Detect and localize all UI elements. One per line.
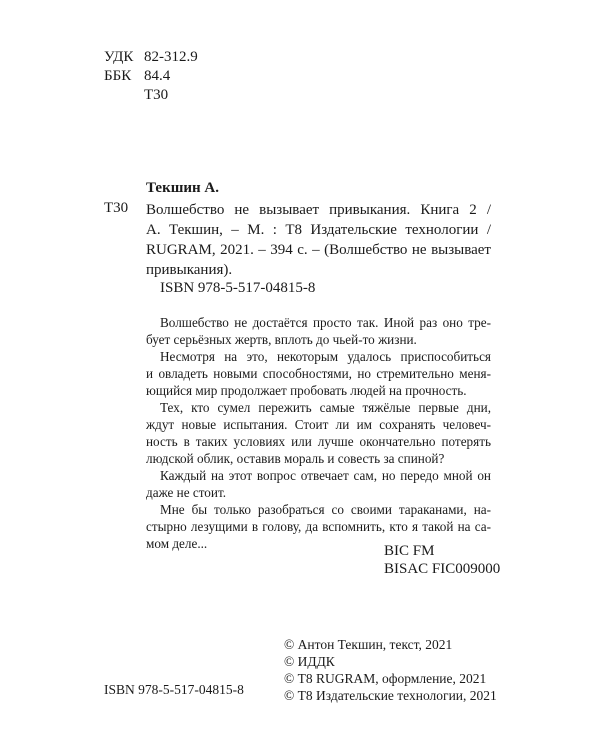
- subject-codes: [384, 542, 500, 578]
- udk-row: [104, 48, 198, 67]
- annotation-line: Несмотря на это, некоторым удалось приспособиться: [160, 349, 491, 364]
- annotation-line: мом деле...: [146, 536, 208, 551]
- annotation-line: стырно лезущими в голову, да вспомнить, кто я такой на са-: [146, 519, 491, 534]
- bbk-row: [104, 67, 198, 86]
- annotation: [146, 314, 491, 552]
- copyright-line: © ИДДК: [284, 654, 335, 669]
- annotation-line: Каждый на этот вопрос отвечает сам, но передо мной он: [160, 468, 491, 483]
- author-sign-row: [104, 86, 198, 105]
- copyright-notices: [284, 636, 497, 704]
- author-sign: Т30: [104, 200, 129, 216]
- copyright-line: © Антон Текшин, текст, 2021: [284, 637, 453, 652]
- annotation-line: ждут новые испытания. Стоит ли им сохранять человеч-: [146, 417, 491, 432]
- copyright-line: © Т8 RUGRAM, оформление, 2021: [284, 671, 487, 686]
- annotation-line: Мне бы только разобраться со своими тараканами, на-: [160, 502, 491, 517]
- bbk-label: ББК: [104, 68, 132, 84]
- annotation-line: бует серьёзных жертв, вплоть до чьей-то жизни.: [146, 332, 417, 347]
- description-line: RUGRAM, 2021. – 394 с. – (Волшебство не вызывает: [146, 242, 491, 258]
- udk-label: УДК: [104, 49, 134, 65]
- annotation-line: Тех, кто сумел пережить самые тяжёлые первые дни,: [160, 400, 491, 415]
- bisac-code: BISAC FIC009000: [384, 561, 501, 577]
- annotation-line: и овладеть новыми способностями, но стремительно меня-: [146, 366, 491, 381]
- description-line: привыкания).: [146, 262, 233, 278]
- annotation-line: ность в таких условиях или лучше окончательно потерять: [146, 434, 491, 449]
- annotation-line: Волшебство не достаётся просто так. Иной раз оно тре-: [160, 315, 491, 330]
- bibliographic-description: [146, 200, 491, 280]
- bbk-value: 84.4: [144, 68, 171, 84]
- annotation-line: даже не стоит.: [146, 485, 227, 500]
- description-line: Волшебство не вызывает привыкания. Книга 2 /: [146, 202, 491, 218]
- annotation-line: людской облик, оставив мораль и совесть за спиной?: [146, 451, 445, 466]
- isbn-top: ISBN 978-5-517-04815-8: [160, 280, 316, 296]
- udk-value: 82-312.9: [144, 49, 198, 65]
- copyright-line: © Т8 Издательские технологии, 2021: [284, 688, 497, 703]
- description-line: А. Текшин, – М. : Т8 Издательские технологии /: [146, 222, 491, 238]
- isbn-bottom: ISBN 978-5-517-04815-8: [104, 682, 244, 697]
- classification-codes: [104, 48, 198, 105]
- author-name: Текшин А.: [146, 180, 220, 196]
- bic-code: BIC FM: [384, 543, 435, 559]
- author-sign-code: Т30: [144, 87, 169, 103]
- annotation-line: ющийся мир продолжает пробовать людей на прочность.: [146, 383, 467, 398]
